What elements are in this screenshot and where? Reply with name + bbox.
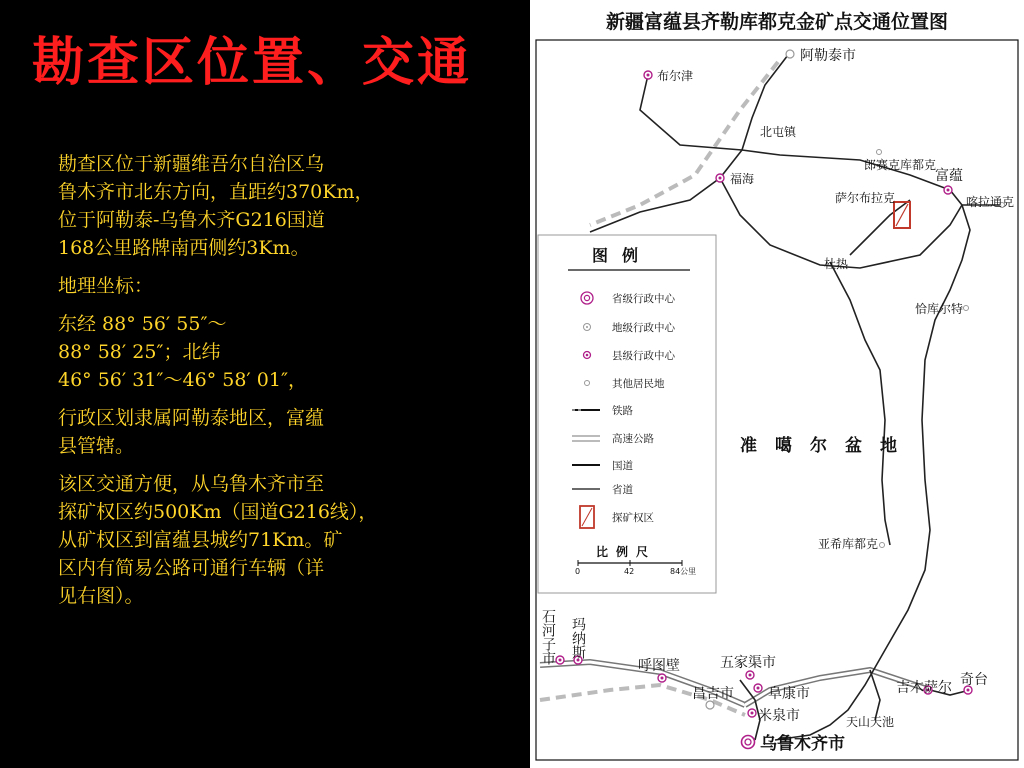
- label-shihezi: 石河子市: [540, 609, 556, 665]
- map-legend: [538, 235, 716, 593]
- label-hutubi: 呼图壁: [638, 658, 680, 674]
- legend-title: 图例: [592, 246, 653, 265]
- label-urumqi: 乌鲁木齐市: [760, 734, 845, 754]
- label-fuyun: 富蕴: [935, 168, 963, 184]
- aletai-marker: [786, 50, 794, 58]
- road-buerjin-beitun: [640, 75, 742, 150]
- label-basin: 准噶尔盆地: [740, 436, 915, 456]
- label-wujiaqu: 五家渠市: [720, 655, 776, 671]
- qiaku-marker: [964, 306, 969, 311]
- slide-title: 勘查区位置、交通: [32, 32, 473, 93]
- scale-title: 比例尺: [596, 545, 657, 559]
- coordinates-paragraph: 东经 88° 56′ 55″～ 88° 58′ 25″；北纬 46° 56′ 31″～46° 58′ 01″，: [58, 313, 308, 391]
- legend-provincial-road: 省道: [612, 484, 633, 496]
- legend-expressway: 高速公路: [612, 433, 654, 445]
- label-qiaku: 恰库尔特: [915, 302, 964, 316]
- changji-marker: [706, 701, 714, 709]
- label-jimusar: 吉木萨尔: [896, 680, 952, 696]
- scale-tick-0: 0: [575, 567, 581, 576]
- body-text: [58, 150, 458, 620]
- label-saerbula: 萨尔布拉克: [835, 191, 896, 205]
- label-qitai: 奇台: [960, 672, 988, 688]
- provincial-road-basin: [830, 262, 890, 545]
- map-svg: [530, 0, 1024, 768]
- label-manasi: 玛纳斯: [570, 617, 586, 659]
- label-dure: 杜热: [824, 257, 849, 271]
- scale-tick-84: 84公里: [670, 567, 697, 576]
- legend-railway: 铁路: [612, 405, 633, 417]
- label-yaxi: 亚希库都克: [818, 537, 879, 551]
- traffic-location-map: [530, 0, 1024, 768]
- road-fuhai-west: [590, 150, 742, 232]
- label-miquan: 米泉市: [758, 708, 800, 724]
- label-beitun: 北屯镇: [760, 125, 797, 139]
- legend-provincial-capital: 省级行政中心: [612, 293, 675, 305]
- label-tianchi: 天山天池: [846, 715, 895, 729]
- label-aletai: 阿勒泰市: [800, 48, 856, 64]
- location-paragraph: 勘查区位于新疆维吾尔自治区乌 鲁木齐市北东方向，直距约370Km， 位于阿勒泰-乌鲁木齐G216国道 168公里路牌南西侧约3Km。: [58, 153, 374, 259]
- transport-paragraph: 该区交通方便，从乌鲁木齐市至 探矿权区约500Km（国道G216线）， 从矿权区到富蕴县城约71Km。矿 区内有简易公路可通行车辆（详 见右图）。: [58, 473, 378, 607]
- label-fukang: 阜康市: [768, 686, 810, 702]
- label-langsai: 郎赛克库都克: [864, 158, 937, 172]
- legend-prefecture-center: 地级行政中心: [612, 322, 675, 334]
- road-tianchi: [870, 670, 880, 720]
- national-road-g216: [775, 190, 970, 740]
- label-changji: 昌吉市: [692, 686, 734, 702]
- label-buerjin: 布尔津: [657, 69, 694, 83]
- railway-line: [590, 62, 778, 225]
- label-kalatong: 喀拉通克: [966, 195, 1015, 209]
- coordinates-heading: 地理坐标：: [58, 275, 154, 297]
- legend-national-road: 国道: [612, 460, 633, 472]
- legend-county-center: 县级行政中心: [612, 350, 675, 362]
- map-title: 新疆富蕴县齐勒库都克金矿点交通位置图: [605, 11, 949, 33]
- urumqi-marker: [742, 736, 755, 749]
- administration-paragraph: 行政区划隶属阿勒泰地区，富蕴 县管辖。: [58, 407, 325, 457]
- scale-tick-42: 42: [624, 567, 635, 576]
- legend-other-settlement: 其他居民地: [612, 378, 665, 390]
- legend-exploration-area: 探矿权区: [612, 512, 654, 524]
- label-fuhai: 福海: [730, 172, 755, 186]
- langsai-marker: [877, 150, 882, 155]
- yaxi-marker: [880, 543, 885, 548]
